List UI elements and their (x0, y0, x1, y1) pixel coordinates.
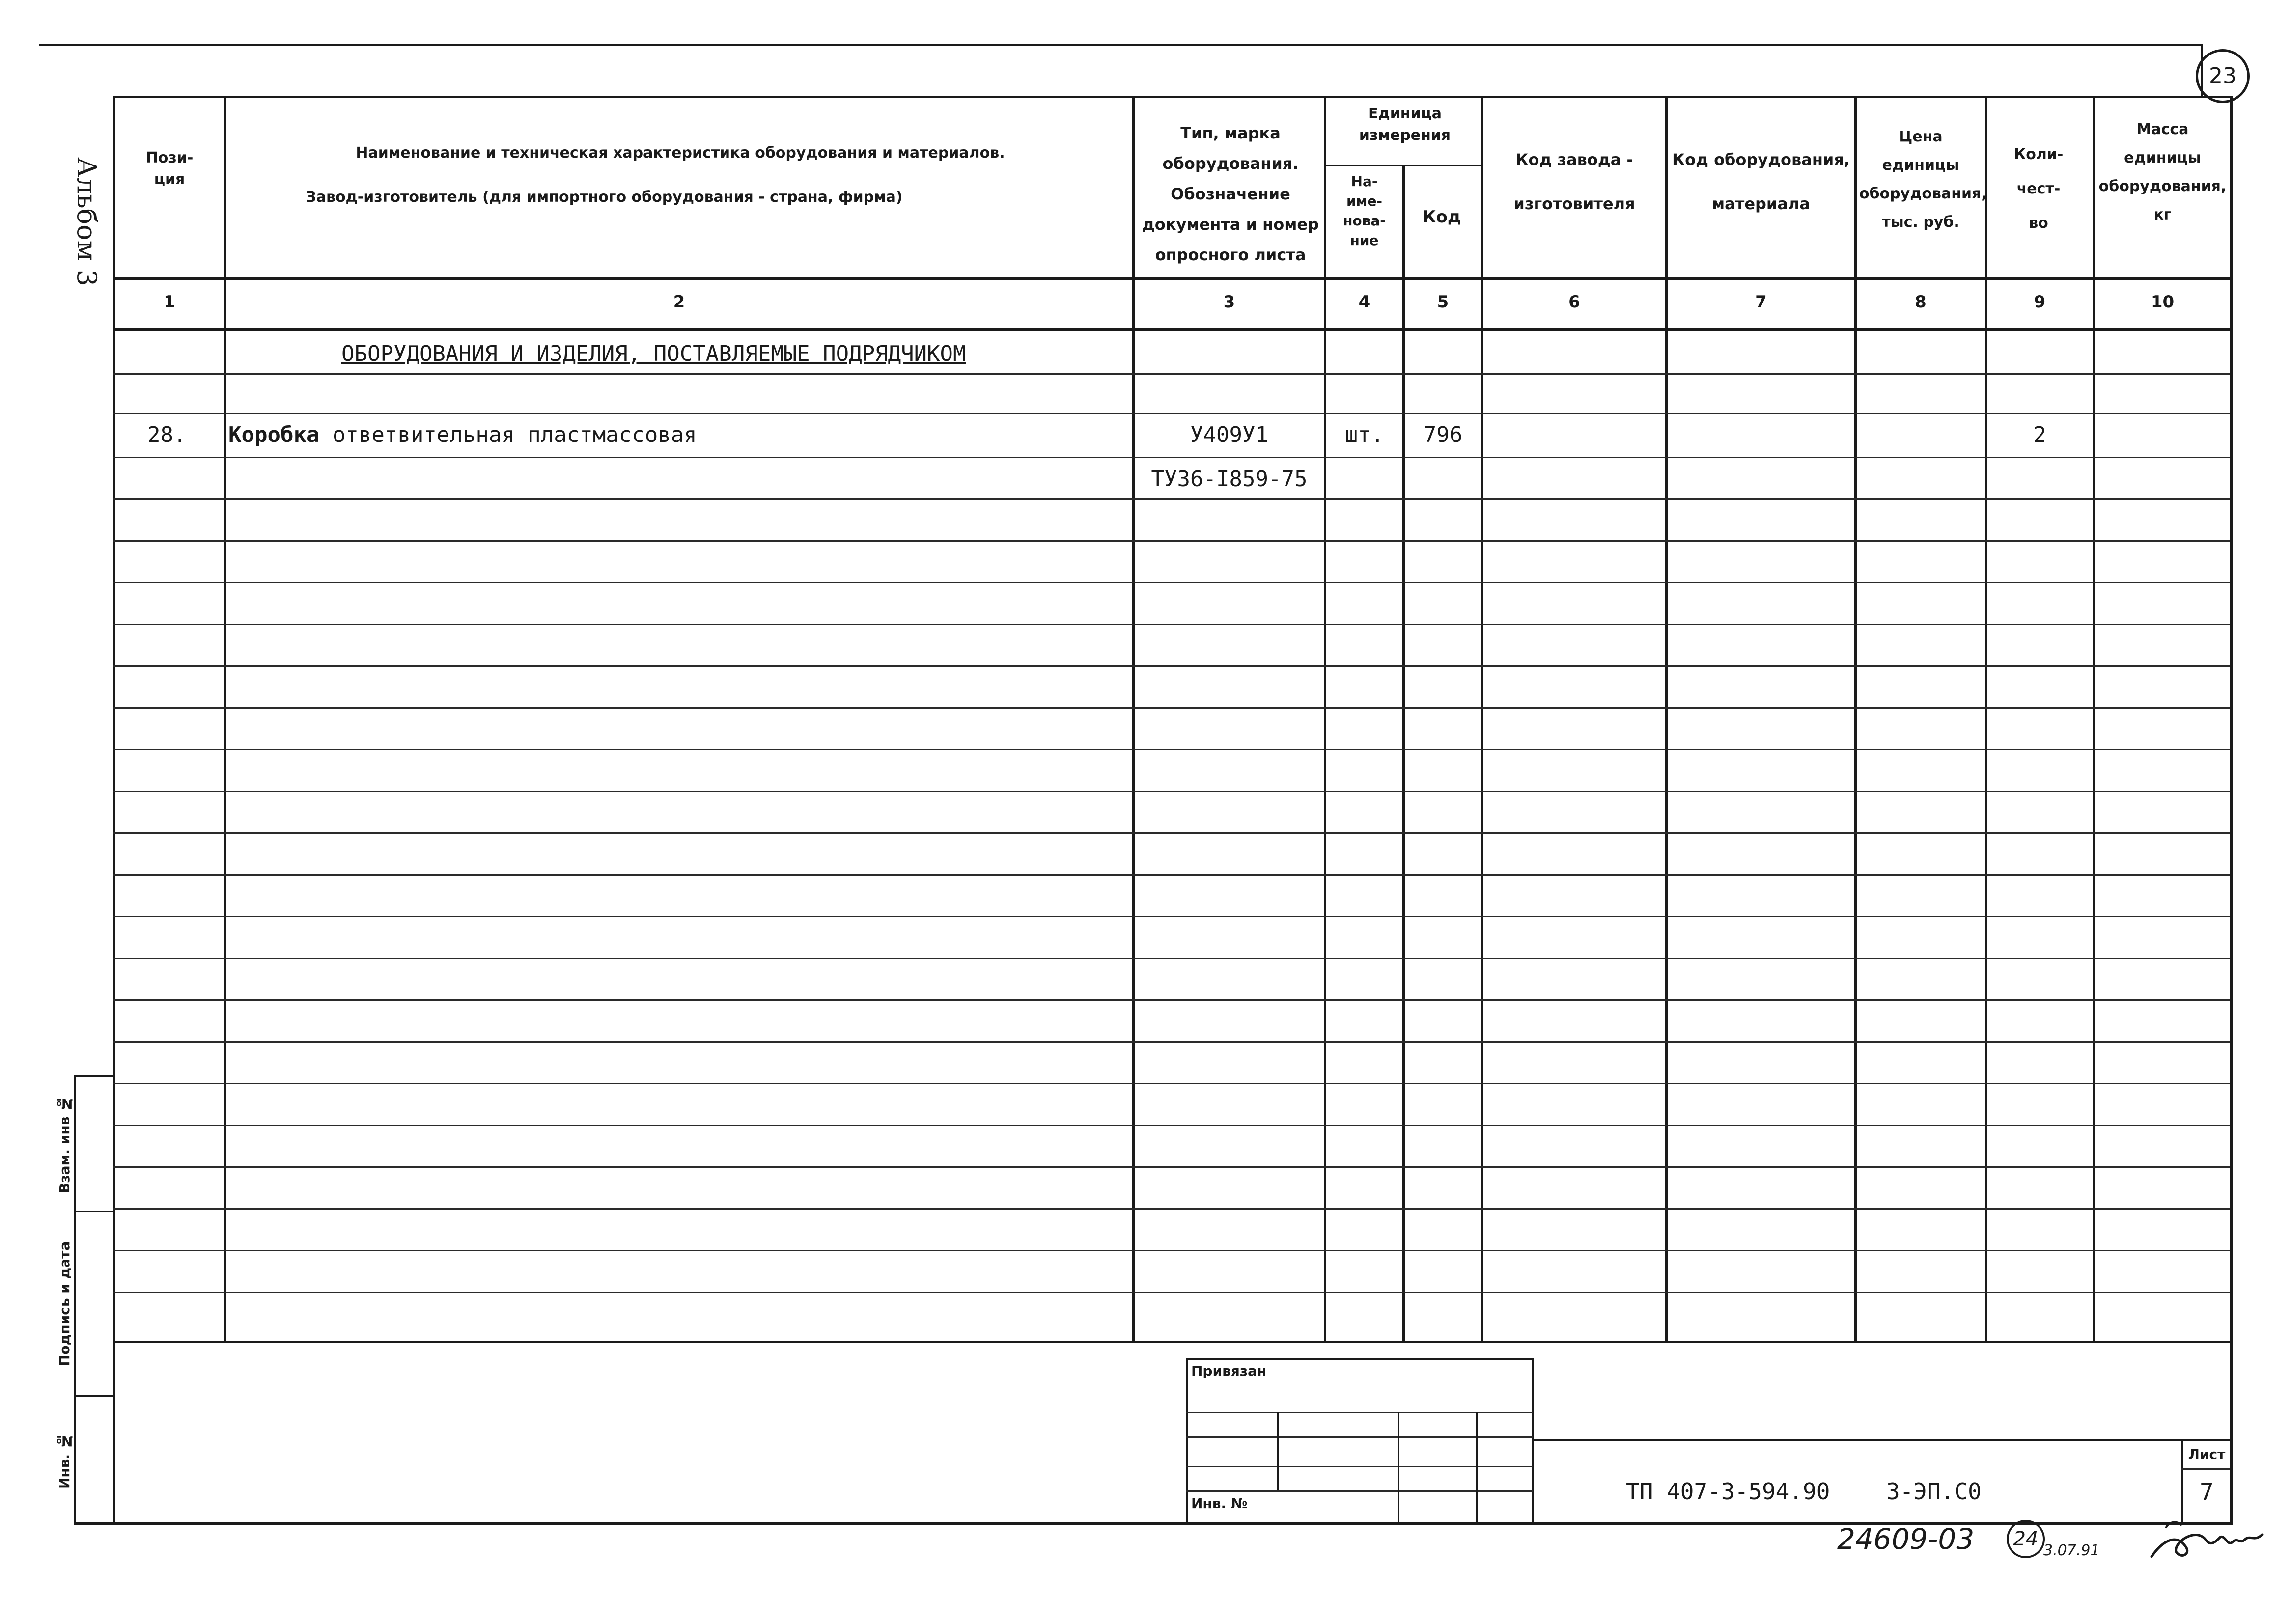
col-num-10: 10 (2151, 292, 2175, 312)
section-title: ОБОРУДОВАНИЯ И ИЗДЕЛИЯ, ПОСТАВЛЯЕМЫЕ ПОДРЯДЧИКОМ (341, 341, 966, 366)
table-row-quantity: 2 (2033, 422, 2046, 447)
stamp-attached-label: Привязан (1191, 1363, 1267, 1379)
header-position: Пози- ция (145, 149, 194, 188)
col-num-7: 7 (1755, 292, 1767, 312)
signature-icon (2147, 1513, 2269, 1567)
table-row-type-doc: ТУ36-I859-75 (1151, 467, 1308, 492)
table-row-name (228, 422, 697, 447)
side-label-replacement-inv: Взам. инв № (56, 1095, 73, 1193)
sheet-number: 7 (2200, 1478, 2214, 1506)
header-unit-name: На- име- нова- ние (1343, 173, 1386, 248)
header-price: Цена единицы оборудования, тыс. руб. (1859, 128, 1987, 231)
stamp-inv-label: Инв. № (1191, 1495, 1248, 1512)
table-row-position: 28. (147, 422, 187, 447)
date-note: 3.07.91 (2043, 1542, 2100, 1559)
archive-number: 24609-03 (1837, 1522, 1975, 1556)
col-num-5: 5 (1437, 292, 1449, 312)
sheet-label: Лист (2188, 1446, 2226, 1462)
header-quantity: Коли- чест- во (2013, 146, 2064, 232)
table-row-type: У409У1 (1190, 422, 1268, 447)
document-section: 3-ЭП.С0 (1886, 1478, 1982, 1505)
album-label: Альбом 3 (71, 157, 102, 287)
col-num-4: 4 (1358, 292, 1370, 312)
col-num-2: 2 (673, 292, 685, 312)
header-unit-code: Код (1422, 207, 1461, 227)
circled-number: 24 (2007, 1520, 2045, 1558)
col-num-9: 9 (2034, 292, 2046, 312)
document-code: ТП 407-3-594.90 (1626, 1478, 1830, 1505)
header-equipment-code: Код оборудования, материала (1672, 150, 1850, 213)
header-name: Наименование и техническая характеристика оборудования и материалов. (356, 144, 1005, 162)
col-num-1: 1 (164, 292, 175, 312)
table-row-unit-code: 796 (1423, 422, 1463, 447)
corner-sheet-number: 23 (2196, 49, 2250, 103)
header-factory-code: Код завода - изготовителя (1513, 150, 1635, 213)
side-label-inv-original: Инв. № (56, 1433, 73, 1489)
col-num-3: 3 (1223, 292, 1235, 312)
header-maker: Завод-изготовитель (для импортного оборудования - страна, фирма) (306, 189, 903, 206)
table-row-name-rest: ответвительная пластмассовая (332, 422, 697, 447)
header-type: Тип, марка оборудования. Обозначение документа и номер опросного листа (1142, 124, 1319, 264)
header-unit-group: Единица измерения (1359, 105, 1451, 144)
col-num-8: 8 (1915, 292, 1927, 312)
table-row-unit: шт. (1344, 422, 1384, 447)
header-mass: Масса единицы оборудования, кг (2098, 121, 2227, 223)
side-label-sign-date: Подпись и дата (56, 1241, 73, 1367)
col-num-6: 6 (1568, 292, 1580, 312)
table-row-name-bold: Коробка (228, 422, 320, 447)
